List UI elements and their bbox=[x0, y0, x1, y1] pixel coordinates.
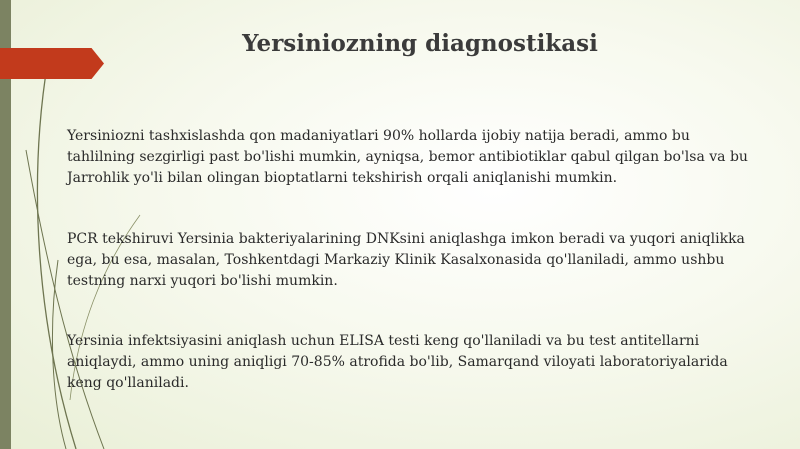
paragraph-blood-culture: Yersiniozni tashxislashda qon madaniyatlari 90% hollarda ijobiy natija beradi, ammo bu tahlilning sezgirligi past bo'lishi mumkin, ayniqsa, bemor antibiotiklar qabul qilgan bo'lsa va bu Jarrohlik yo'li bilan olingan bioptatlarni tekshirish orqali aniqlanishi mumkin. bbox=[67, 128, 748, 186]
title-arrow-accent bbox=[0, 48, 104, 79]
slide-title: Yersiniozning diagnostikasi bbox=[242, 30, 598, 57]
paragraph-pcr: PCR tekshiruvi Yersinia bakteriyalarining DNKsini aniqlashga imkon beradi va yuqori aniqlikka ega, bu esa, masalan, Toshkentdagi Markaziy Klinik Kasalxonasida qo'llaniladi, ammo ushbu testning narxi yuqori bo'lishi mumkin. bbox=[67, 231, 745, 289]
paragraph-elisa: Yersinia infektsiyasini aniqlash uchun ELISA testi keng qo'llaniladi va bu test antitellarni aniqlaydi, ammo uning aniqligi 70-85% atrofida bo'lib, Samarqand viloyati laboratoriyalarida keng qo'llaniladi. bbox=[67, 333, 728, 391]
